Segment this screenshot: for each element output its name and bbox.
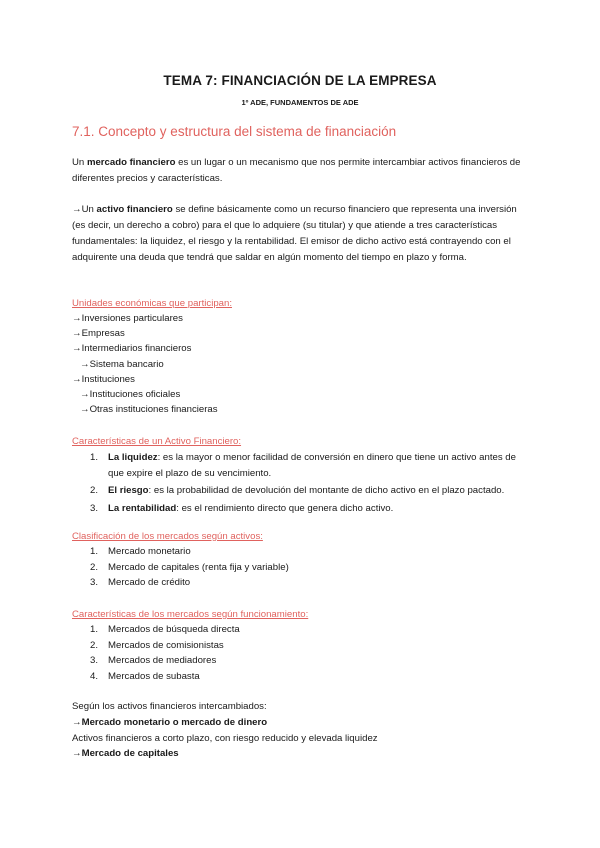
list-item <box>90 450 530 481</box>
units-heading: Unidades económicas que participan: <box>72 298 232 309</box>
document-title: TEMA 7: FINANCIACIÓN DE LA EMPRESA <box>163 73 437 88</box>
section-title: 7.1. Concepto y estructura del sistema de financiación <box>72 124 397 139</box>
list-item <box>90 653 240 669</box>
p1-post: es un lugar o un mecanismo que nos permite intercambiar activos financieros de diferentes precios y características. <box>72 157 521 184</box>
p1-pre: Un <box>72 157 87 168</box>
item-text: Mercados de comisionistas <box>108 639 224 651</box>
list-item: →Instituciones oficiales <box>80 388 181 400</box>
list-item <box>90 544 289 560</box>
item-term: El riesgo <box>108 485 149 497</box>
list-item <box>90 622 240 638</box>
p2-pre: →Un <box>72 204 97 215</box>
functioning-heading: Características de los mercados según funcionamiento: <box>72 609 309 620</box>
item-number: 2. <box>90 561 99 573</box>
list-item <box>90 669 240 685</box>
item-number: 1. <box>90 452 99 463</box>
p2-post: se define básicamente como un recurso financiero que representa una inversión (es decir, un derecho a cobro) para el que lo adquiere (su titular) y que atiende a tres características fundamentales: la liquidez, el riesgo y la rentabilidad. El emisor de dicho activo está contrayendo con el adquirente una deuda que tendrá que saldar en algún momento del tiempo en plazo y forma. <box>72 204 517 263</box>
characteristics-list <box>90 450 530 518</box>
list-item <box>90 560 289 576</box>
paragraph-mercado-financiero <box>72 155 532 187</box>
item-term: La liquidez <box>108 452 158 463</box>
money-market-description: Activos financieros a corto plazo, con riesgo reducido y elevada liquidez <box>72 733 378 744</box>
tail-intro: Según los activos financieros intercambiados: <box>72 701 267 712</box>
item-text: Mercado de crédito <box>108 577 191 588</box>
item-number: 1. <box>90 546 99 557</box>
list-item <box>90 483 530 499</box>
item-number: 2. <box>90 485 99 497</box>
document-subtitle: 1º ADE, FUNDAMENTOS DE ADE <box>241 98 359 107</box>
item-number: 3. <box>90 577 99 588</box>
item-number: 2. <box>90 639 99 651</box>
units-list <box>72 311 218 417</box>
functioning-list <box>90 622 240 684</box>
item-text: Mercados de búsqueda directa <box>108 624 240 635</box>
list-item: →Sistema bancario <box>80 358 164 370</box>
item-text: Mercado monetario <box>108 546 191 557</box>
capital-market-heading: →Mercado de capitales <box>72 748 179 759</box>
list-item <box>90 638 240 654</box>
classification-list <box>90 544 289 591</box>
list-item: →Instituciones <box>72 373 135 385</box>
list-item: →Empresas <box>72 328 125 340</box>
item-text: : es la probabilidad de devolución del montante de dicho activo en el plazo pactado. <box>148 485 505 497</box>
list-item: →Intermediarios financieros <box>72 343 192 355</box>
list-item: →Inversiones particulares <box>72 313 183 324</box>
p2-term: activo financiero <box>96 204 173 215</box>
item-number: 1. <box>90 624 99 635</box>
p1-term: mercado financiero <box>86 157 176 168</box>
item-term: La rentabilidad <box>108 502 177 514</box>
characteristics-heading: Características de un Activo Financiero: <box>72 436 242 447</box>
item-text: Mercados de subasta <box>108 670 200 682</box>
item-number: 4. <box>90 670 99 682</box>
item-text: : es la mayor o menor facilidad de conversión en dinero que tiene un activo antes de que expire el plazo de su vencimiento. <box>108 452 516 479</box>
list-item <box>90 575 289 591</box>
classification-heading: Clasificación de los mercados según activos: <box>72 531 263 542</box>
money-market-heading: →Mercado monetario o mercado de dinero <box>72 717 268 728</box>
item-number: 3. <box>90 502 99 514</box>
paragraph-activo-financiero <box>72 202 532 266</box>
item-text: Mercados de mediadores <box>108 655 217 666</box>
item-text: : es el rendimiento directo que genera dicho activo. <box>176 502 394 514</box>
item-text: Mercado de capitales (renta fija y variable) <box>108 561 289 573</box>
list-item: →Otras instituciones financieras <box>80 404 218 416</box>
list-item <box>90 501 530 517</box>
item-number: 3. <box>90 655 99 666</box>
